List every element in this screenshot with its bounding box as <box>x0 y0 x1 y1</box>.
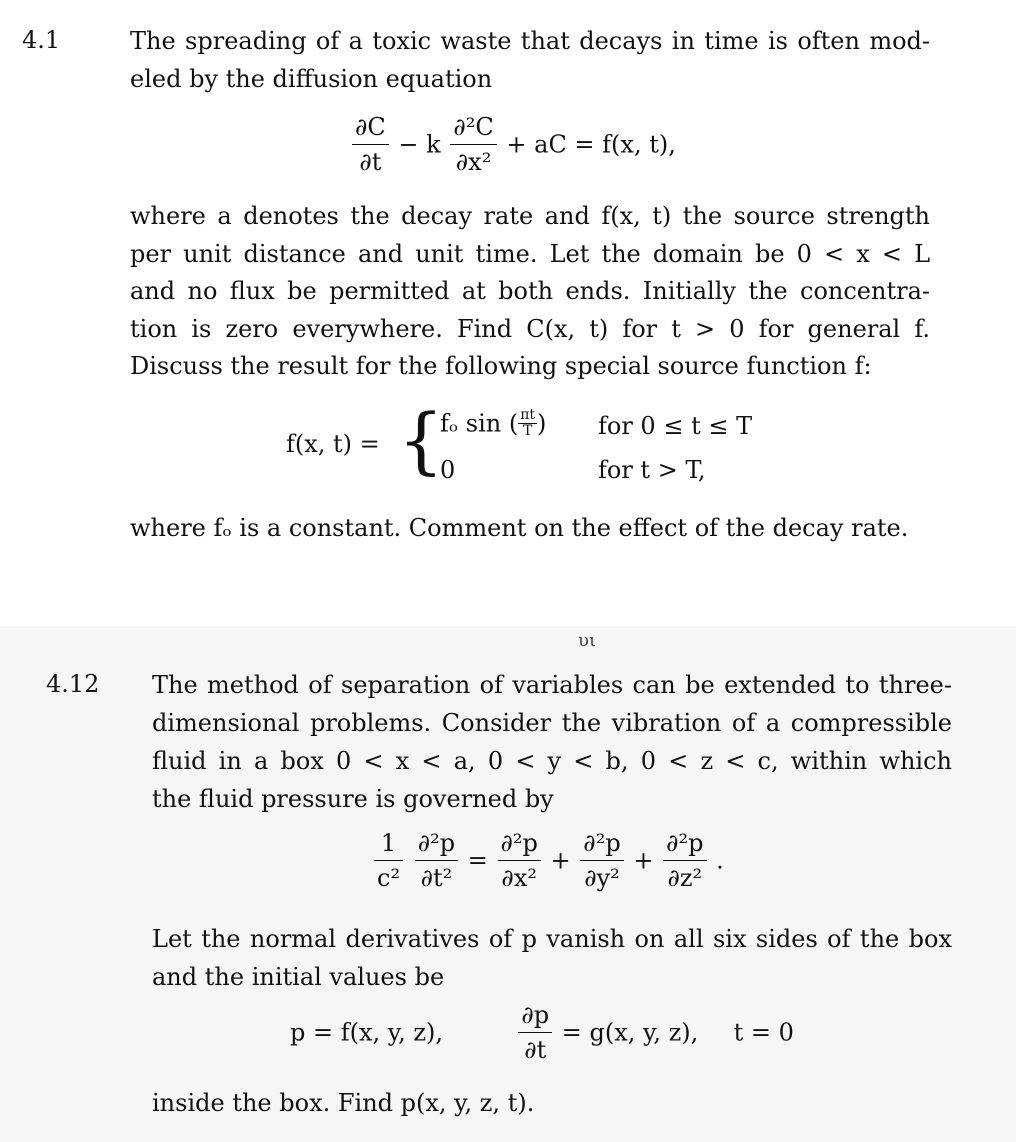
text-line: The method of separation of variables can be extended to three- <box>152 671 952 699</box>
equals: = <box>467 846 488 875</box>
fraction: $\frac{\text{∂²p}}{\text{∂z²}}$ <box>663 828 706 893</box>
equation-rest: + aC = f(x, t), <box>506 130 676 159</box>
diffusion-equation <box>350 112 676 177</box>
initial-time: t = 0 <box>733 1018 794 1047</box>
text-line: and no flux be permitted at both ends. Initially the concentra- <box>130 277 930 305</box>
piecewise-lhs: f(x, t) = <box>286 430 380 458</box>
initial-velocity: = g(x, y, z), <box>561 1018 699 1047</box>
problem-4-12 <box>0 626 1016 1142</box>
problem-closing <box>152 1084 952 1122</box>
text-line: fluid in a box 0 < x < a, 0 < y < b, 0 < z < c, within which <box>152 747 952 775</box>
case-1-condition: for 0 ≤ t ≤ T <box>598 412 753 440</box>
problem-number: 4.1 <box>22 26 61 54</box>
operator: − k <box>398 130 441 159</box>
text-line: and the initial values be <box>152 963 445 991</box>
text-line: Discuss the result for the following special source function f: <box>130 352 872 380</box>
text-line: tion is zero everywhere. Find C(x, t) for t > 0 for general f. <box>130 314 930 343</box>
plus: + <box>550 846 571 875</box>
left-brace: { <box>398 398 444 482</box>
text-line: where a denotes the decay rate and f(x, t) the source strength <box>130 202 930 230</box>
text-line: dimensional problems. Consider the vibration of a compressible <box>152 709 952 737</box>
problem-body <box>152 920 952 996</box>
problem-closing <box>130 510 950 548</box>
text-line: eled by the diffusion equation <box>130 64 493 93</box>
text-line: where fₒ is a constant. Comment on the effect of the decay rate. <box>130 514 909 542</box>
text-line: per unit distance and unit time. Let the domain be 0 < x < L <box>130 239 930 268</box>
problem-body <box>130 198 930 386</box>
text-line: inside the box. Find p(x, y, z, t). <box>152 1089 535 1117</box>
problem-intro <box>152 666 952 818</box>
fraction: $\frac{\text{∂²p}}{\text{∂t²}}$ <box>415 828 458 893</box>
case-2-condition: for t > T, <box>598 456 706 484</box>
case-2-expression: 0 <box>440 456 456 484</box>
scan-artifact-text: υι <box>578 630 596 651</box>
fraction: $\frac{\text{∂²C}}{\text{∂x²}}$ <box>450 112 496 177</box>
fraction: $\frac{\partial p}{\partial t}$ <box>518 1000 552 1065</box>
fraction: $\frac{\text{∂²p}}{\text{∂y²}}$ <box>580 828 623 893</box>
case-1-expression: fₒ sin ( $\frac{\pi t}{T}$ ) <box>440 407 547 439</box>
initial-pressure: p = f(x, y, z), <box>290 1018 444 1047</box>
period: . <box>716 846 724 875</box>
plus: + <box>633 846 654 875</box>
wave-equation <box>372 828 724 893</box>
fraction: $\frac{1}{\text{c²}}$ <box>374 828 403 893</box>
initial-conditions <box>290 1000 794 1065</box>
text-line: The spreading of a toxic waste that decays in time is often mod- <box>130 27 930 55</box>
fraction: $\frac{\text{∂²p}}{\text{∂x²}}$ <box>498 828 541 893</box>
text-line: the fluid pressure is governed by <box>152 785 554 813</box>
problem-number: 4.12 <box>46 670 100 698</box>
fraction: $\frac{\partial C}{\partial t}$ <box>352 112 389 177</box>
text-line: Let the normal derivatives of p vanish on all six sides of the box <box>152 925 952 953</box>
problem-intro <box>130 23 930 98</box>
